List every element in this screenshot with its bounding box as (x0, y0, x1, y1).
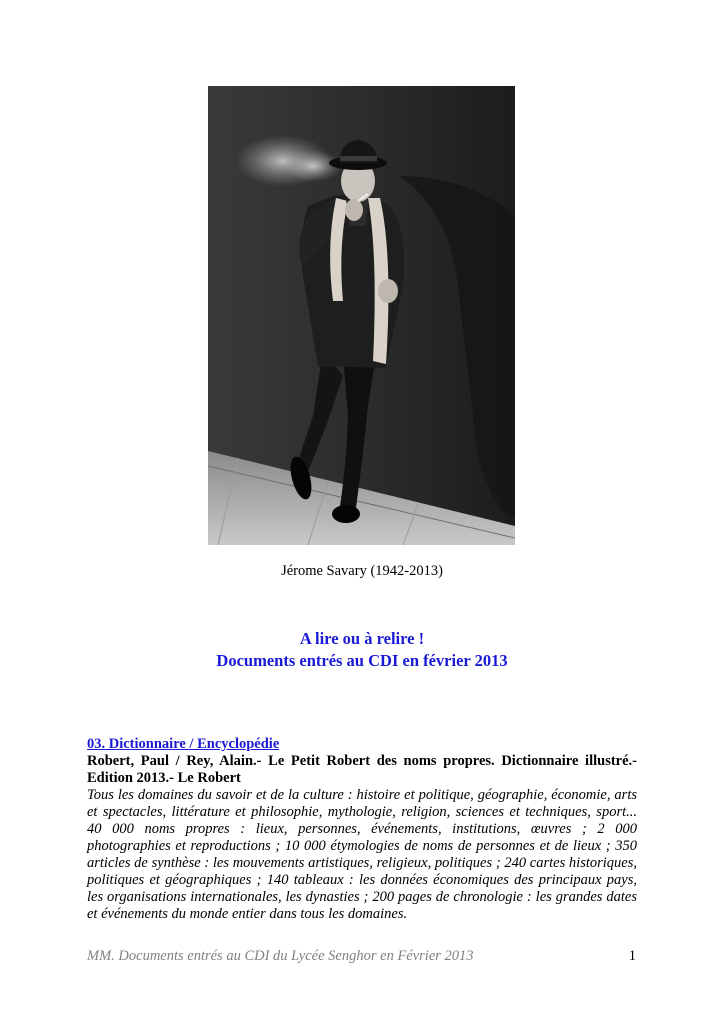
portrait-illustration (208, 86, 515, 545)
page-footer: MM. Documents entrés au CDI du Lycée Senghor en Février 2013 (87, 948, 474, 964)
entry-summary: Tous les domaines du savoir et de la culture : histoire et politique, géographie, économie, arts et spectacles, littérature et philosophie, mythologie, religion, sciences et techniques, sport... 40 000 noms propres : lieux, personnes, événements, institutions, œuvres ; 2 000 photographies et reproductions ; 10 000 étymologies de noms de personnes et de lieux ; 350 articles de synthèse : les mouvements artistiques, religieux, politiques ; 240 cartes historiques, politiques et géographiques ; 140 tableaux : les données économiques des principaux pays, les organisations internationales, les dynasties ; 200 pages de chronologie : les grandes dates et événements du monde entier dans tous les domaines. (87, 787, 637, 922)
bibliographic-reference: Robert, Paul / Rey, Alain.- Le Petit Robert des noms propres. Dictionnaire illustré.- Edition 2013.- Le Robert (87, 753, 637, 786)
document-entry (87, 736, 637, 923)
category-link[interactable]: 03. Dictionnaire / Encyclopédie (87, 736, 280, 752)
page-title (0, 628, 724, 672)
portrait-photo (208, 86, 515, 545)
title-line-1: A lire ou à relire ! (299, 629, 425, 648)
title-line-2: Documents entrés au CDI en février 2013 (216, 651, 508, 670)
page-number: 1 (628, 948, 636, 964)
photo-caption: Jérome Savary (1942-2013) (281, 563, 443, 579)
